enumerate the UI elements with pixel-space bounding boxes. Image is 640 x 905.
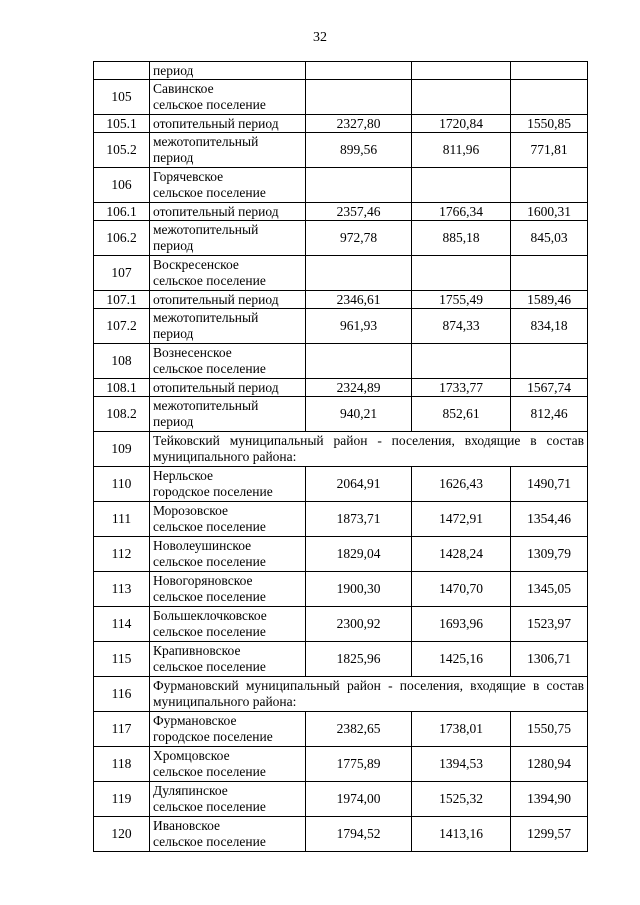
settlement-name: отопительный период [150, 379, 306, 397]
settlement-name: Воскресенское сельское поселение [150, 256, 306, 291]
row-number: 116 [94, 677, 150, 712]
value-cell-3: 1394,90 [511, 782, 588, 817]
settlement-name: отопительный период [150, 291, 306, 309]
table-row [94, 747, 588, 782]
value-cell-1: 2300,92 [306, 607, 412, 642]
value-cell-2: 1693,96 [412, 607, 511, 642]
value-cell-2: 1470,70 [412, 572, 511, 607]
row-number [94, 62, 150, 80]
value-cell-2: 1525,32 [412, 782, 511, 817]
settlement-name: отопительный период [150, 203, 306, 221]
value-cell-1: 899,56 [306, 133, 412, 168]
row-number: 119 [94, 782, 150, 817]
row-number: 107 [94, 256, 150, 291]
value-cell-2: 1766,34 [412, 203, 511, 221]
table-row [94, 62, 588, 80]
value-cell-1: 1873,71 [306, 502, 412, 537]
value-cell-1: 1900,30 [306, 572, 412, 607]
row-number: 117 [94, 712, 150, 747]
row-number: 105.2 [94, 133, 150, 168]
value-cell-1: 2346,61 [306, 291, 412, 309]
settlement-name: межотопительный период [150, 397, 306, 432]
value-cell-2: 852,61 [412, 397, 511, 432]
value-cell-3: 1299,57 [511, 817, 588, 852]
value-cell-2: 874,33 [412, 309, 511, 344]
settlement-name: Савинское сельское поселение [150, 80, 306, 115]
table-row [94, 256, 588, 291]
value-cell-3: 1567,74 [511, 379, 588, 397]
value-cell-2: 1733,77 [412, 379, 511, 397]
value-cell-1: 1794,52 [306, 817, 412, 852]
row-number: 108.1 [94, 379, 150, 397]
value-cell-3: 1589,46 [511, 291, 588, 309]
settlement-name: Большеклочковское сельское поселение [150, 607, 306, 642]
row-number: 110 [94, 467, 150, 502]
table-row [94, 537, 588, 572]
table-row [94, 115, 588, 133]
settlement-name: Дуляпинское сельское поселение [150, 782, 306, 817]
value-cell-3: 771,81 [511, 133, 588, 168]
table-row [94, 344, 588, 379]
value-cell-3: 1523,97 [511, 607, 588, 642]
value-cell-1 [306, 344, 412, 379]
value-cell-2: 1755,49 [412, 291, 511, 309]
tariff-table-body [94, 62, 588, 852]
table-row [94, 677, 588, 712]
value-cell-3: 1354,46 [511, 502, 588, 537]
value-cell-3: 812,46 [511, 397, 588, 432]
table-row [94, 309, 588, 344]
value-cell-1: 940,21 [306, 397, 412, 432]
row-number: 108.2 [94, 397, 150, 432]
value-cell-1 [306, 80, 412, 115]
table-row [94, 133, 588, 168]
value-cell-3: 845,03 [511, 221, 588, 256]
value-cell-2: 1428,24 [412, 537, 511, 572]
value-cell-3 [511, 344, 588, 379]
value-cell-2: 1626,43 [412, 467, 511, 502]
value-cell-1: 1825,96 [306, 642, 412, 677]
value-cell-2 [412, 62, 511, 80]
value-cell-3: 1600,31 [511, 203, 588, 221]
settlement-name: Ивановское сельское поселение [150, 817, 306, 852]
value-cell-1: 1974,00 [306, 782, 412, 817]
page-number: 32 [313, 30, 327, 45]
settlement-name: Новолеушинское сельское поселение [150, 537, 306, 572]
value-cell-1: 2357,46 [306, 203, 412, 221]
value-cell-2: 1394,53 [412, 747, 511, 782]
value-cell-3: 1550,75 [511, 712, 588, 747]
value-cell-3 [511, 80, 588, 115]
value-cell-2: 1472,91 [412, 502, 511, 537]
tariff-table [93, 61, 588, 852]
settlement-name: межотопительный период [150, 221, 306, 256]
value-cell-2: 885,18 [412, 221, 511, 256]
table-row [94, 80, 588, 115]
row-number: 113 [94, 572, 150, 607]
settlement-name: период [150, 62, 306, 80]
row-number: 106.1 [94, 203, 150, 221]
value-cell-2: 1425,16 [412, 642, 511, 677]
table-row [94, 168, 588, 203]
table-row [94, 291, 588, 309]
value-cell-1: 1829,04 [306, 537, 412, 572]
table-row [94, 572, 588, 607]
table-row [94, 607, 588, 642]
value-cell-3: 834,18 [511, 309, 588, 344]
table-row [94, 502, 588, 537]
value-cell-1: 2382,65 [306, 712, 412, 747]
table-row [94, 221, 588, 256]
value-cell-1: 2064,91 [306, 467, 412, 502]
value-cell-2: 811,96 [412, 133, 511, 168]
value-cell-1: 961,93 [306, 309, 412, 344]
settlement-name: Морозовское сельское поселение [150, 502, 306, 537]
value-cell-2 [412, 80, 511, 115]
row-number: 106.2 [94, 221, 150, 256]
value-cell-2: 1738,01 [412, 712, 511, 747]
value-cell-2 [412, 344, 511, 379]
district-heading: Фурмановский муниципальный район - поселения, входящие в состав муниципального района: [150, 677, 588, 712]
settlement-name: Вознесенское сельское поселение [150, 344, 306, 379]
row-number: 112 [94, 537, 150, 572]
row-number: 106 [94, 168, 150, 203]
value-cell-2 [412, 168, 511, 203]
value-cell-1: 2324,89 [306, 379, 412, 397]
value-cell-3: 1280,94 [511, 747, 588, 782]
value-cell-1: 972,78 [306, 221, 412, 256]
value-cell-3: 1309,79 [511, 537, 588, 572]
settlement-name: межотопительный период [150, 133, 306, 168]
settlement-name: Крапивновское сельское поселение [150, 642, 306, 677]
table-row [94, 467, 588, 502]
value-cell-2: 1413,16 [412, 817, 511, 852]
row-number: 109 [94, 432, 150, 467]
row-number: 120 [94, 817, 150, 852]
value-cell-3: 1490,71 [511, 467, 588, 502]
settlement-name: Хромцовское сельское поселение [150, 747, 306, 782]
value-cell-1 [306, 168, 412, 203]
settlement-name: Фурмановское городское поселение [150, 712, 306, 747]
row-number: 114 [94, 607, 150, 642]
value-cell-2: 1720,84 [412, 115, 511, 133]
value-cell-3 [511, 256, 588, 291]
settlement-name: Нерльское городское поселение [150, 467, 306, 502]
settlement-name: межотопительный период [150, 309, 306, 344]
row-number: 107.2 [94, 309, 150, 344]
value-cell-1: 2327,80 [306, 115, 412, 133]
row-number: 105.1 [94, 115, 150, 133]
row-number: 115 [94, 642, 150, 677]
value-cell-1 [306, 62, 412, 80]
row-number: 118 [94, 747, 150, 782]
value-cell-1 [306, 256, 412, 291]
table-row [94, 817, 588, 852]
district-heading: Тейковский муниципальный район - поселения, входящие в состав муниципального района: [150, 432, 588, 467]
value-cell-2 [412, 256, 511, 291]
row-number: 107.1 [94, 291, 150, 309]
value-cell-3: 1550,85 [511, 115, 588, 133]
table-row [94, 642, 588, 677]
table-row [94, 397, 588, 432]
value-cell-3 [511, 168, 588, 203]
table-row [94, 432, 588, 467]
table-row [94, 203, 588, 221]
value-cell-3: 1345,05 [511, 572, 588, 607]
row-number: 105 [94, 80, 150, 115]
settlement-name: Новогоряновское сельское поселение [150, 572, 306, 607]
row-number: 108 [94, 344, 150, 379]
table-row [94, 379, 588, 397]
table-row [94, 782, 588, 817]
value-cell-3: 1306,71 [511, 642, 588, 677]
settlement-name: Горячевское сельское поселение [150, 168, 306, 203]
table-row [94, 712, 588, 747]
value-cell-1: 1775,89 [306, 747, 412, 782]
settlement-name: отопительный период [150, 115, 306, 133]
value-cell-3 [511, 62, 588, 80]
row-number: 111 [94, 502, 150, 537]
